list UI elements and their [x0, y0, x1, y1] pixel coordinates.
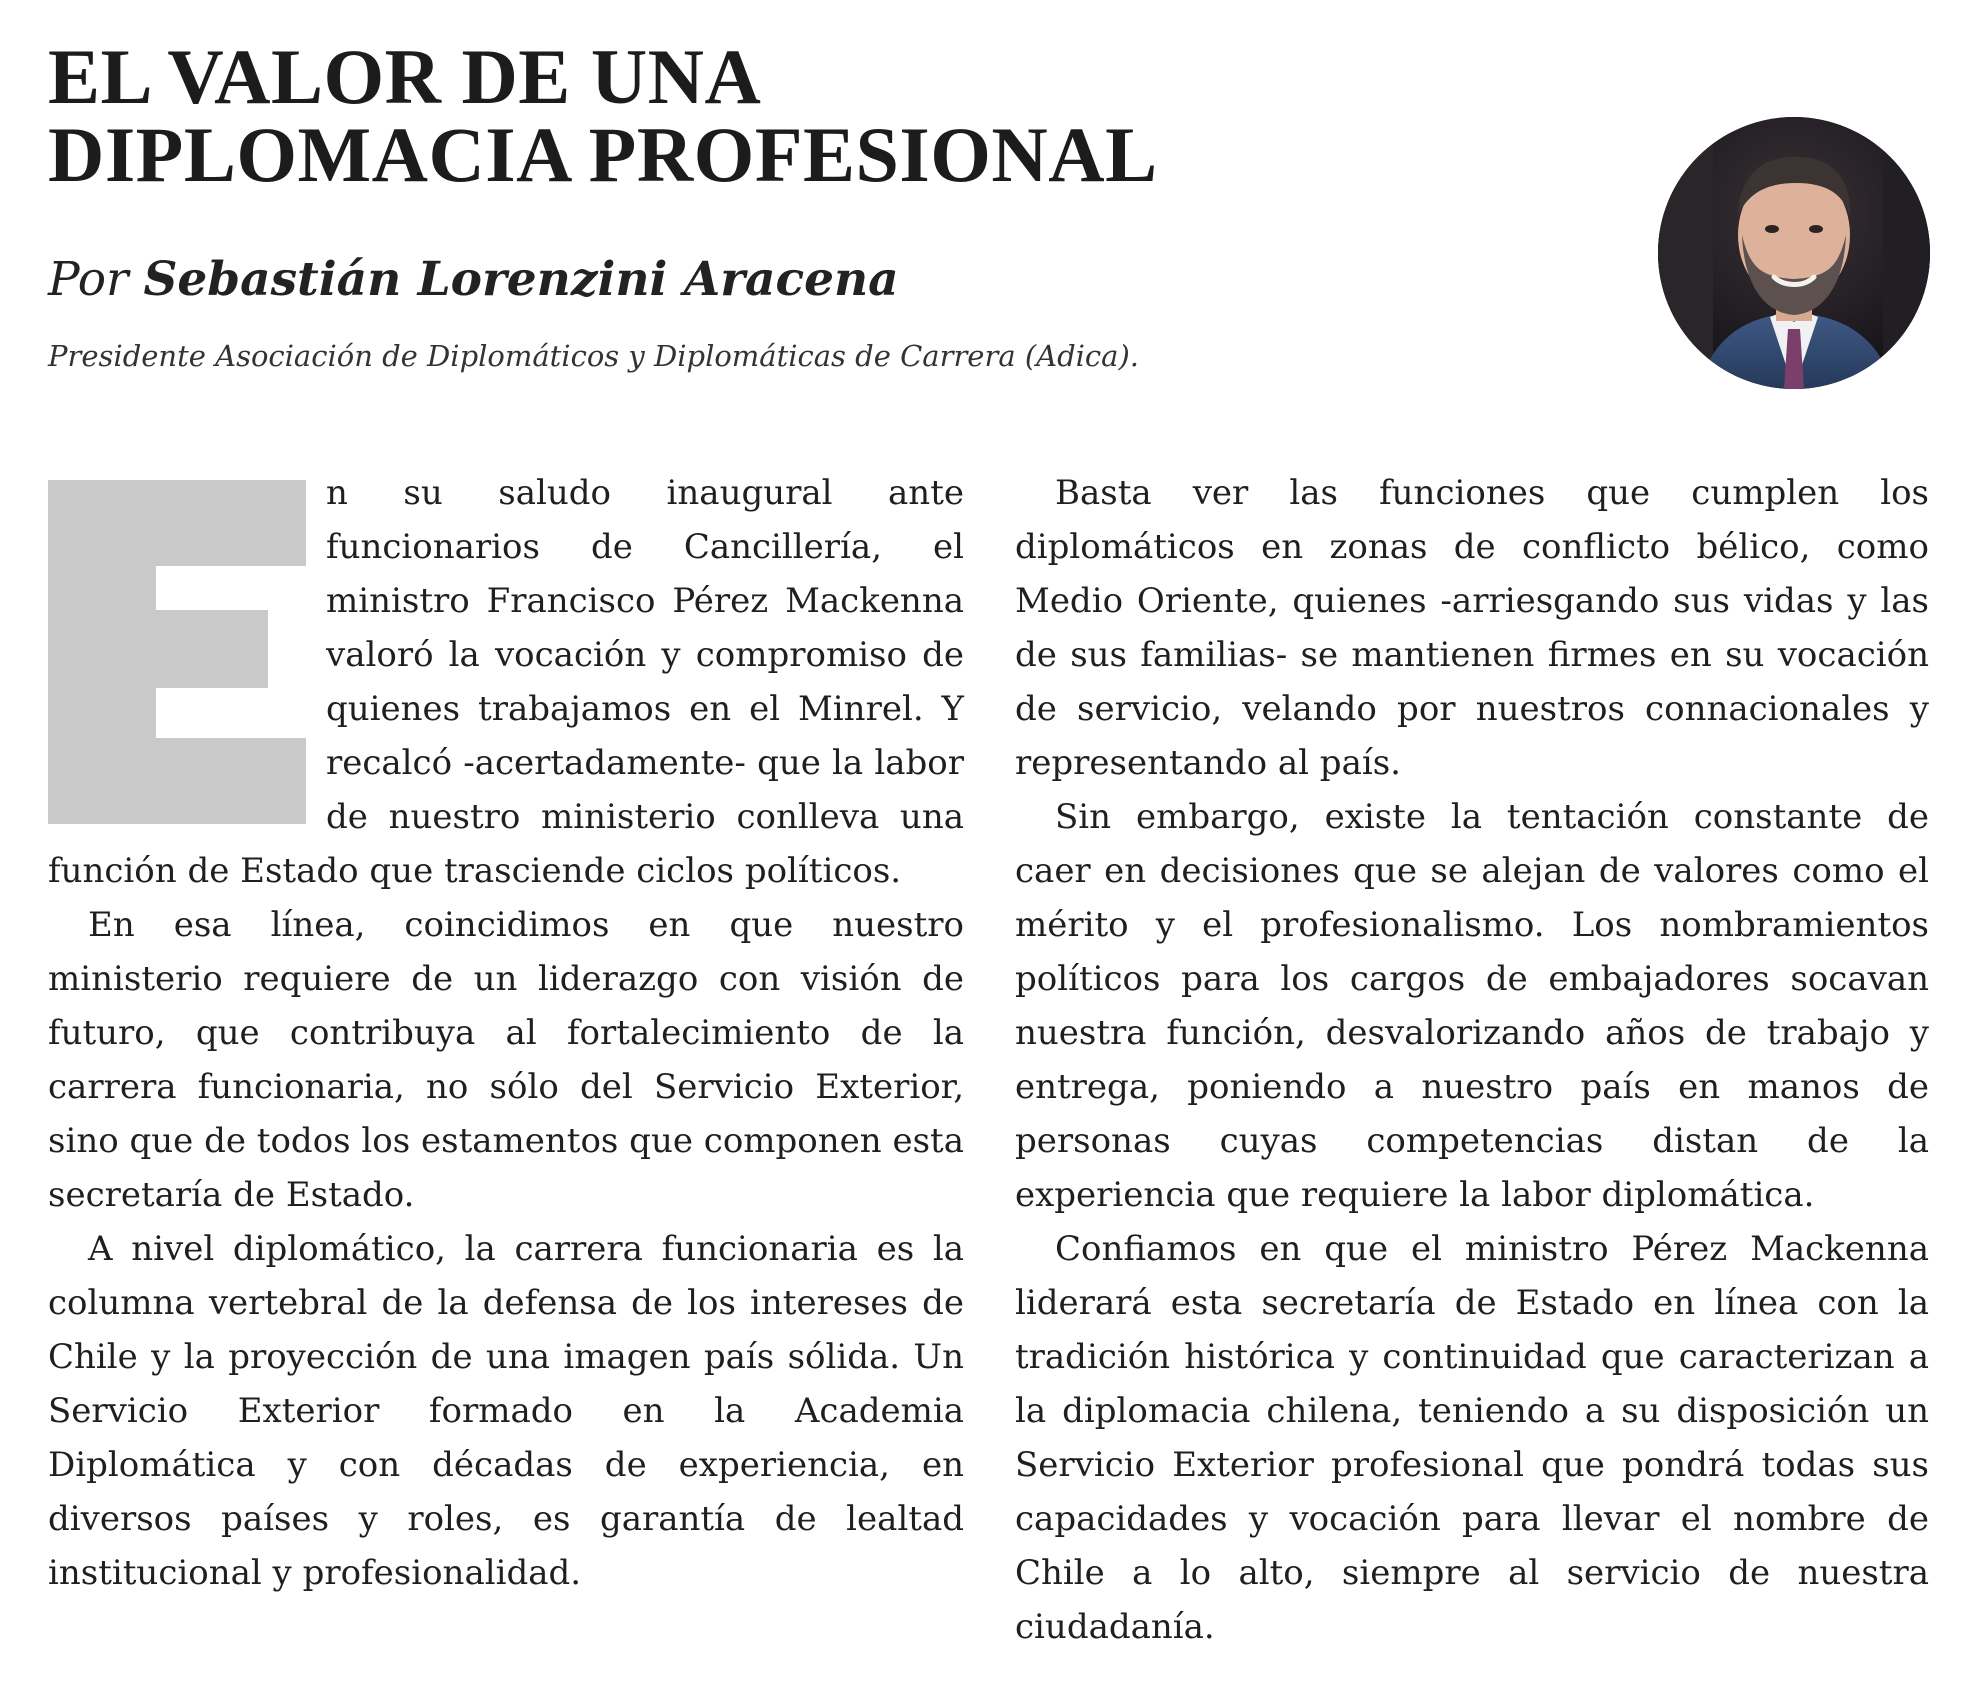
author-portrait — [1658, 117, 1930, 389]
paragraph: Basta ver las funciones que cumplen los diplomáticos en zonas de conflicto bélico, como Medio Oriente, quienes -arriesgando sus vidas y las de sus familias- se mantienen firmes en su vocación de servicio, velando por nuestros connacionales y representando al país. — [1015, 473, 1929, 783]
article-left-column — [48, 466, 964, 1600]
paragraph: Confiamos en que el ministro Pérez Mackenna liderará esta secretaría de Estado en línea con la tradición histórica y continuidad que caracterizan a la diplomacia chilena, teniendo a su disposición un Servicio Exterior profesional que pondrá todas sus capacidades y vocación para llevar el nombre de Chile a lo alto, siempre al servicio de nuestra ciudadanía. — [1015, 1229, 1929, 1647]
paragraph: A nivel diplomático, la carrera funcionaria es la columna vertebral de la defensa de los intereses de Chile y la proyección de una imagen país sólida. Un Servicio Exterior formado en la Academia Diplomática y con décadas de experiencia, en diversos países y roles, es garantía de lealtad institucional y profesionalidad. — [48, 1229, 964, 1593]
author-name: Sebastián Lorenzini Aracena — [143, 252, 899, 307]
author-role: Presidente Asociación de Diplomáticos y Diplomáticas de Carrera (Adica). — [48, 339, 1139, 373]
headline-line-1: EL VALOR DE UNA — [48, 33, 762, 120]
paragraph: Sin embargo, existe la tentación constante de caer en decisiones que se alejan de valores como el mérito y el profesionalismo. Los nombramientos políticos para los cargos de embajadores socavan nuestra función, desvalorizando años de trabajo y entrega, poniendo a nuestro país en manos de personas cuyas competencias distan de la experiencia que requiere la labor diplomática. — [1015, 797, 1929, 1215]
byline-prefix: Por — [48, 252, 129, 307]
headline-line-2: DIPLOMACIA PROFESIONAL — [48, 111, 1158, 198]
headline — [48, 33, 1158, 198]
article-right-column — [1015, 466, 1929, 1654]
drop-cap — [48, 480, 306, 824]
drop-cap-letter — [48, 480, 306, 824]
byline — [48, 250, 899, 310]
paragraph: n su saludo inaugural ante funcionarios de Cancillería, el ministro Francisco Pérez Mackenna valoró la vocación y compromiso de quienes trabajamos en el Minrel. Y recalcó -acertadamente- que la labor de nuestro ministerio conlleva una función de Estado que trasciende ciclos políticos. — [48, 473, 964, 891]
paragraph: En esa línea, coincidimos en que nuestro ministerio requiere de un liderazgo con visión de futuro, que contribuya al fortalecimiento de la carrera funcionaria, no sólo del Servicio Exterior, sino que de todos los estamentos que componen esta secretaría de Estado. — [48, 905, 964, 1215]
author-portrait-photo — [1658, 117, 1930, 389]
